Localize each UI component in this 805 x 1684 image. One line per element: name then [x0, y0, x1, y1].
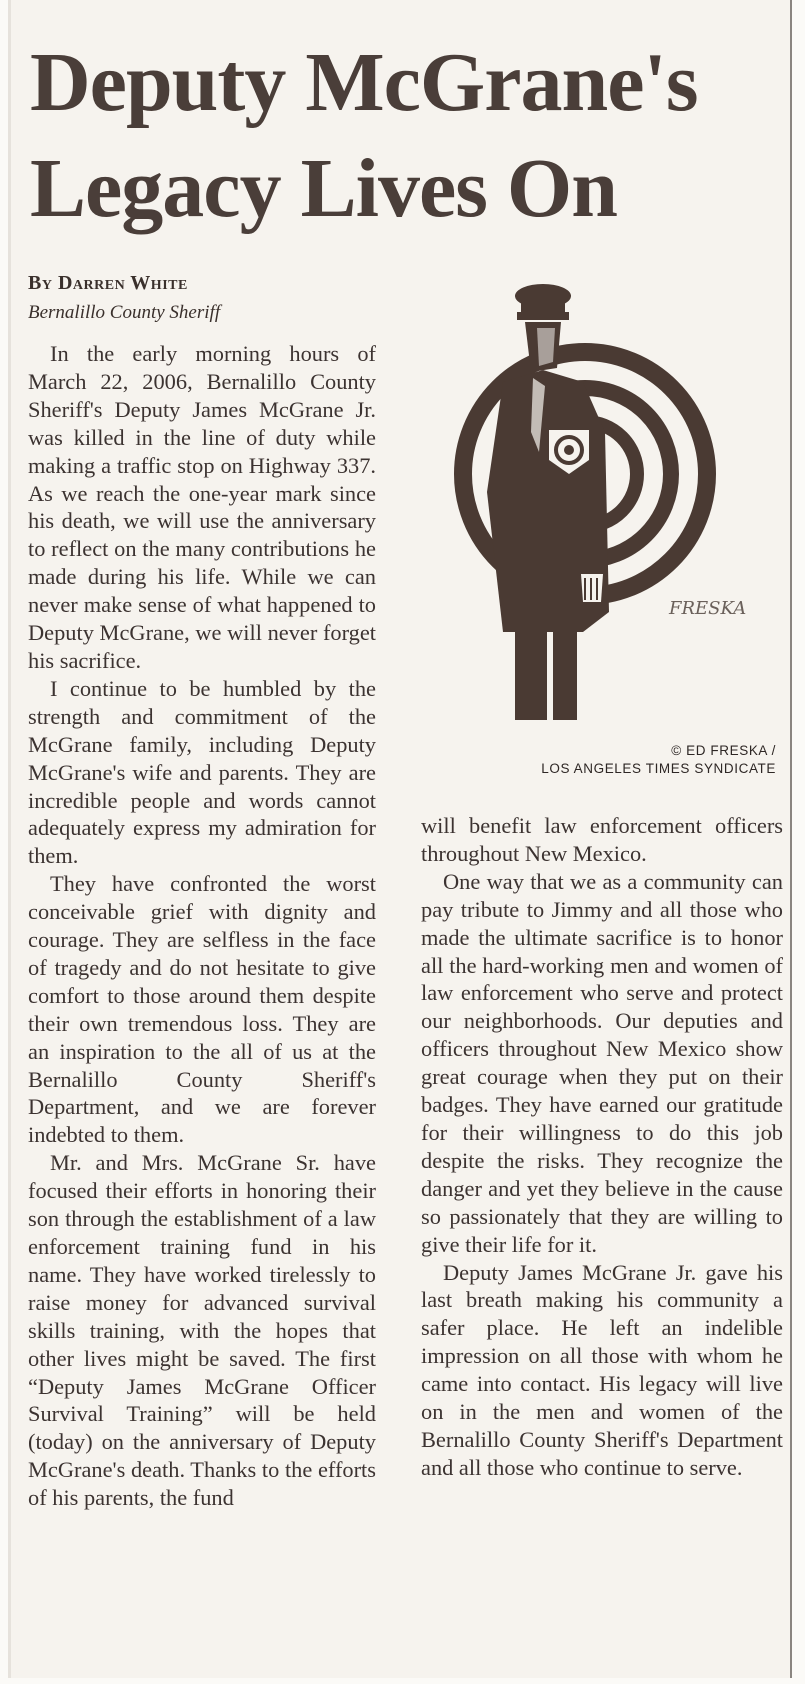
newspaper-clipping	[8, 0, 792, 1678]
paragraph: They have confronted the worst conceivable grief with dignity and courage. They are selfless in the face of tragedy and do not hesitate to give comfort to those around them despite their own tremendous loss. They are an inspiration to the all of us at the Bernalillo County Sheriff's Department, and we are forever indebted to them.	[28, 871, 376, 1148]
paragraph: Mr. and Mrs. McGrane Sr. have focused their efforts in honoring their son through the establishment of a law enforcement training fund in his name. They have worked tirelessly to raise money for advanced survival skills training, with the hopes that other lives might be saved. The first “Deputy James McGrane Officer Survival Training” will be held (today) on the anniversary of Deputy McGrane's death. Thanks to the efforts of his parents, the fund	[28, 1150, 376, 1511]
left-column	[28, 340, 376, 1512]
illustration-credit: © ED FRESKA /	[671, 743, 776, 758]
byline: By Darren White	[28, 272, 188, 294]
paragraph-continuation: will benefit law enforcement officers throughout New Mexico.	[421, 813, 783, 866]
officer-target-icon	[433, 282, 763, 722]
paragraph: In the early morning hours of March 22, 2006, Bernalillo County Sheriff's Deputy James McGrane Jr. was killed in the line of duty while making a traffic stop on Highway 337. As we reach the one-year mark since his death, we will use the anniversary to reflect on the many contributions he made during his life. While we can never make sense of what happened to Deputy McGrane, we will never forget his sacrifice.	[28, 341, 376, 673]
artist-signature: FRESKA	[669, 598, 747, 619]
byline-title: Bernalillo County Sheriff	[28, 302, 221, 323]
headline: Deputy McGrane's Legacy Lives On	[30, 36, 698, 235]
illustration-syndicate: LOS ANGELES TIMES SYNDICATE	[541, 761, 776, 776]
paragraph: I continue to be humbled by the strength and commitment of the McGrane family, including Deputy McGrane's wife and parents. They are incredible people and words cannot adequately express my admiration for them.	[28, 675, 376, 869]
right-column	[421, 812, 783, 1482]
paragraph: Deputy James McGrane Jr. gave his last breath making his community a safer place. He left an indelible impression on all those with whom he came into contact. His legacy will live on in the men and women of the Bernalillo County Sheriff's Department and all those who continue to serve.	[421, 1259, 783, 1480]
paragraph: One way that we as a community can pay tribute to Jimmy and all those who made the ultimate sacrifice is to honor all the hard-working men and women of law enforcement who serve and protect our neighborhoods. Our deputies and officers throughout New Mexico show great courage when they put on their badges. They have earned our gratitude for their willingness to do this job despite the risks. They recognize the danger and yet they believe in the cause so passionately that they are willing to give their life for it.	[421, 868, 783, 1257]
